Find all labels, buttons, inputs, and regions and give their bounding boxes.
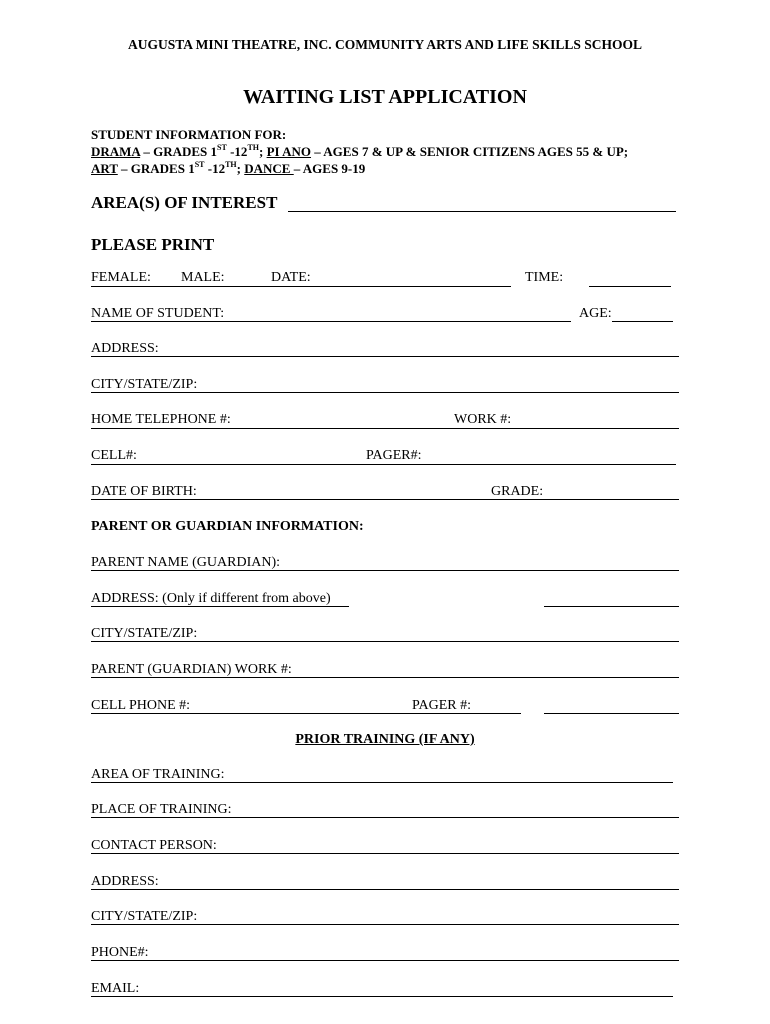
area-of-training-field[interactable] <box>91 782 673 783</box>
date-field[interactable] <box>91 286 511 287</box>
student-info-heading: STUDENT INFORMATION FOR: <box>91 127 287 142</box>
address-label: ADDRESS: <box>91 341 159 356</box>
pager-label: PAGER#: <box>366 448 422 463</box>
parent-address-label: ADDRESS: (Only if different from above) <box>91 591 331 606</box>
superscript-st: ST <box>194 160 205 169</box>
parent-city-state-zip-field[interactable] <box>91 641 679 642</box>
age-field[interactable] <box>612 321 673 322</box>
parent-cell-phone-field[interactable] <box>91 713 521 714</box>
female-label: FEMALE: <box>91 270 151 285</box>
parent-pager-label: PAGER #: <box>412 698 472 713</box>
superscript-th: TH <box>225 160 237 169</box>
contact-person-field[interactable] <box>91 853 679 854</box>
parent-name-field[interactable] <box>91 570 679 571</box>
form-title: WAITING LIST APPLICATION <box>243 86 527 108</box>
piano-label: PI ANO <box>266 144 312 159</box>
program-line-1 <box>91 144 628 160</box>
program-line-2 <box>91 161 365 177</box>
superscript-st: ST <box>217 143 227 152</box>
area-of-training-label: AREA OF TRAINING: <box>91 767 225 782</box>
parent-address-field[interactable] <box>544 606 679 607</box>
training-phone-field[interactable] <box>91 960 679 961</box>
parent-work-label: PARENT (GUARDIAN) WORK #: <box>91 662 292 677</box>
cell-label: CELL#: <box>91 448 137 463</box>
student-name-field[interactable] <box>91 321 571 322</box>
parent-name-label: PARENT NAME (GUARDIAN): <box>91 555 281 570</box>
city-state-zip-field[interactable] <box>91 392 679 393</box>
training-address-field[interactable] <box>91 889 679 890</box>
home-telephone-label: HOME TELEPHONE #: <box>91 412 231 427</box>
school-name: AUGUSTA MINI THEATRE, INC. COMMUNITY ARTS AND LIFE SKILLS SCHOOL <box>128 37 642 52</box>
superscript-th: TH <box>247 143 259 152</box>
place-of-training-field[interactable] <box>91 817 679 818</box>
work-label: WORK #: <box>454 412 512 427</box>
training-city-state-zip-field[interactable] <box>91 924 679 925</box>
separator: ; <box>259 144 267 159</box>
dance-ages: – AGES 9-19 <box>293 161 366 176</box>
male-label: MALE: <box>181 270 225 285</box>
date-of-birth-field[interactable] <box>91 499 679 500</box>
time-label: TIME: <box>525 270 564 285</box>
parent-pager-field[interactable] <box>544 713 679 714</box>
grade-label: GRADE: <box>491 484 544 499</box>
contact-person-label: CONTACT PERSON: <box>91 838 217 853</box>
drama-grades: – GRADES 1 <box>140 144 218 159</box>
training-email-field[interactable] <box>91 996 673 997</box>
date-of-birth-label: DATE OF BIRTH: <box>91 484 197 499</box>
parent-address-underline <box>91 606 349 607</box>
parent-cell-phone-label: CELL PHONE #: <box>91 698 191 713</box>
grade-12: -12 <box>204 161 226 176</box>
drama-label: DRAMA <box>91 144 141 159</box>
parent-guardian-heading: PARENT OR GUARDIAN INFORMATION: <box>91 519 364 534</box>
areas-of-interest-label: AREA(S) OF INTEREST <box>91 193 278 212</box>
piano-ages: – AGES 7 & UP & SENIOR CITIZENS AGES 55 & UP; <box>311 144 629 159</box>
areas-of-interest-field[interactable] <box>288 211 676 212</box>
parent-city-state-zip-label: CITY/STATE/ZIP: <box>91 626 198 641</box>
training-phone-label: PHONE#: <box>91 945 149 960</box>
please-print-label: PLEASE PRINT <box>91 235 215 254</box>
separator: ; <box>236 161 245 176</box>
age-label: AGE: <box>579 306 612 321</box>
art-grades: – GRADES 1 <box>117 161 195 176</box>
city-state-zip-label: CITY/STATE/ZIP: <box>91 377 198 392</box>
training-email-label: EMAIL: <box>91 981 140 996</box>
training-address-label: ADDRESS: <box>91 874 159 889</box>
prior-training-heading: PRIOR TRAINING (IF ANY) <box>295 732 475 747</box>
cell-pager-field[interactable] <box>91 464 676 465</box>
date-label: DATE: <box>271 270 311 285</box>
dance-label: DANCE <box>244 161 294 176</box>
address-field[interactable] <box>91 356 679 357</box>
student-name-label: NAME OF STUDENT: <box>91 306 225 321</box>
place-of-training-label: PLACE OF TRAINING: <box>91 802 232 817</box>
home-telephone-field[interactable] <box>91 428 679 429</box>
time-field[interactable] <box>589 286 671 287</box>
training-city-state-zip-label: CITY/STATE/ZIP: <box>91 909 198 924</box>
grade-12: -12 <box>226 144 248 159</box>
art-label: ART <box>91 161 118 176</box>
parent-work-field[interactable] <box>91 677 679 678</box>
